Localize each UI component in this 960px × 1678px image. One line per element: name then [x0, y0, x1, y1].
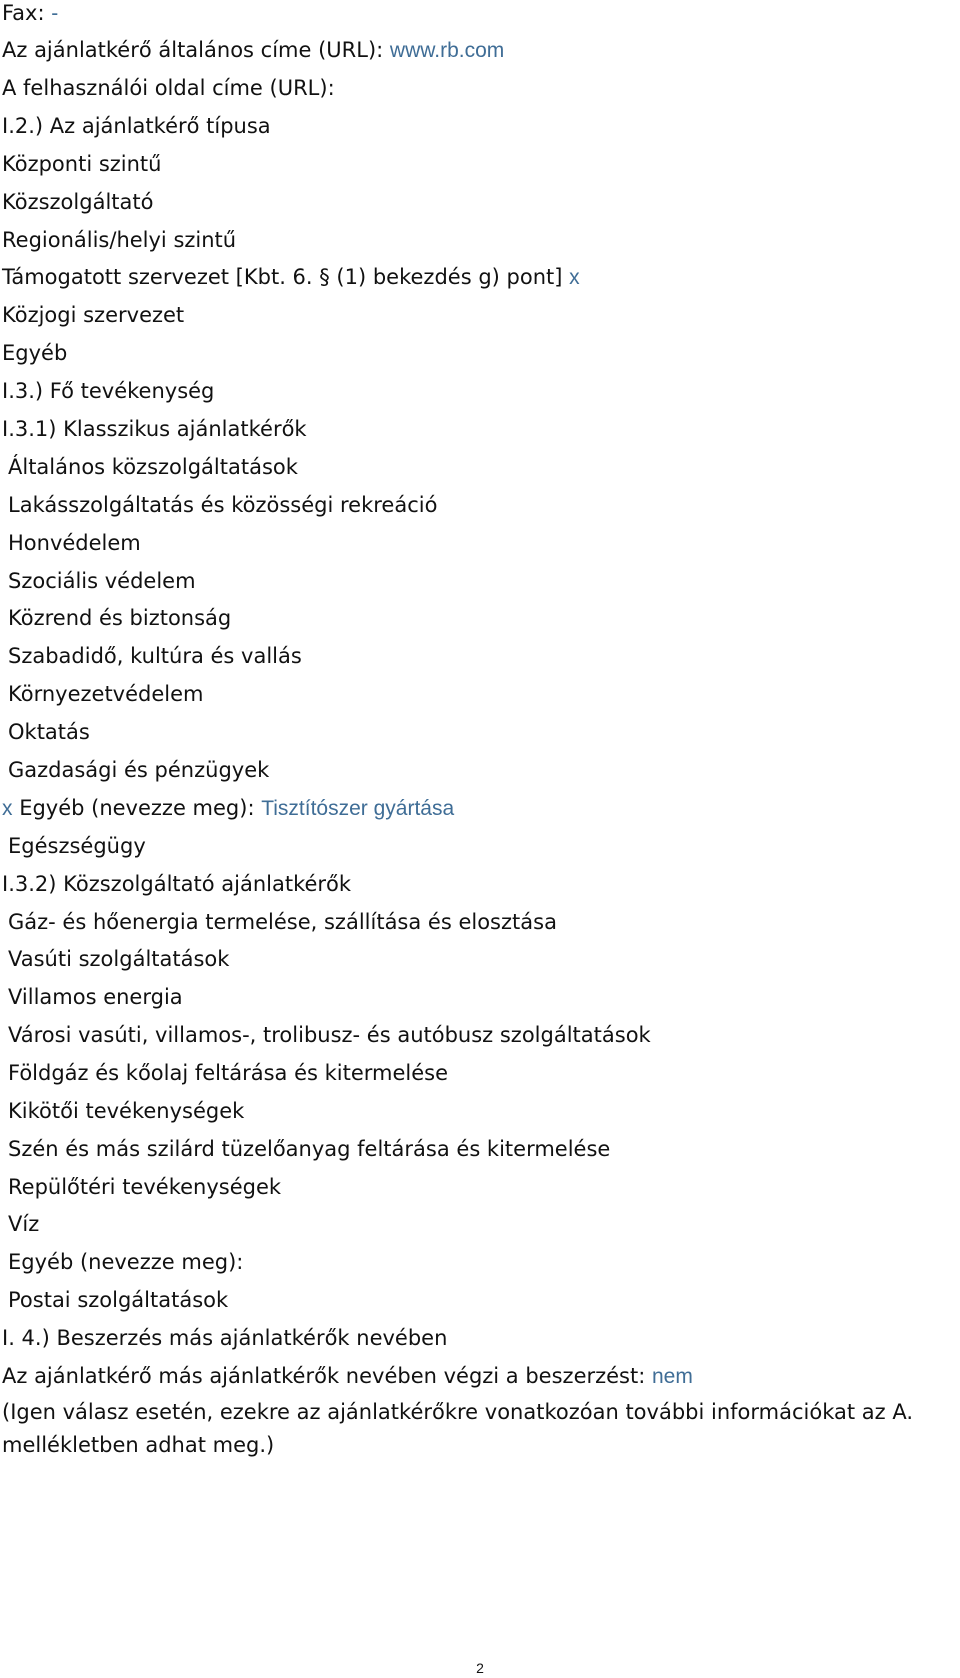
utility-item: Egyéb (nevezze meg): — [8, 1250, 244, 1274]
classic-item: Szociális védelem — [8, 569, 196, 593]
page-number: 2 — [476, 1660, 484, 1676]
utility-item: Városi vasúti, villamos-, trolibusz- és autóbusz szolgáltatások — [8, 1023, 651, 1047]
selected-mark: x — [569, 266, 580, 289]
utility-item: Postai szolgáltatások — [8, 1288, 229, 1312]
type-heading: I.2.) Az ajánlatkérő típusa — [2, 114, 271, 138]
type-option: Közszolgáltató — [2, 190, 154, 214]
user-url-label: A felhasználói oldal címe (URL): — [2, 76, 335, 100]
classic-item: Oktatás — [8, 720, 90, 744]
procurement-question-line — [2, 1363, 693, 1390]
classic-item: Lakásszolgáltatás és közösségi rekreáció — [8, 493, 438, 517]
utility-item: Vasúti szolgáltatások — [8, 947, 230, 971]
fax-line — [2, 0, 58, 27]
fax-label: Fax: — [2, 1, 45, 25]
type-option: Regionális/helyi szintű — [2, 228, 237, 252]
url-value[interactable]: www.rb.com — [389, 39, 505, 62]
classic-item: Gazdasági és pénzügyek — [8, 758, 270, 782]
fax-value: - — [51, 2, 59, 25]
utility-item: Víz — [8, 1212, 40, 1236]
utility-item: Gáz- és hőenergia termelése, szállítása és elosztása — [8, 910, 557, 934]
procurement-answer: nem — [652, 1365, 693, 1388]
type-selected-label: Támogatott szervezet [Kbt. 6. § (1) bekezdés g) pont] — [2, 265, 563, 289]
other-value: Tisztítószer gyártása — [261, 797, 455, 820]
type-option: Közjogi szervezet — [2, 303, 185, 327]
classic-item-health: Egészségügy — [8, 834, 146, 858]
type-option-selected — [2, 264, 580, 291]
utility-item: Villamos energia — [8, 985, 183, 1009]
utility-item: Szén és más szilárd tüzelőanyag feltárása és kitermelése — [8, 1137, 611, 1161]
classic-item: Általános közszolgáltatások — [8, 455, 298, 479]
url-line — [2, 37, 504, 64]
other-label: Egyéb (nevezze meg): — [19, 796, 255, 820]
procurement-question: Az ajánlatkérő más ajánlatkérők nevében végzi a beszerzést: — [2, 1364, 646, 1388]
utility-heading: I.3.2) Közszolgáltató ajánlatkérők — [2, 872, 352, 896]
url-label: Az ajánlatkérő általános címe (URL): — [2, 38, 384, 62]
procurement-heading: I. 4.) Beszerzés más ajánlatkérők nevében — [2, 1326, 448, 1350]
type-option: Központi szintű — [2, 152, 162, 176]
utility-item: Földgáz és kőolaj feltárása és kitermelése — [8, 1061, 449, 1085]
classic-item: Környezetvédelem — [8, 682, 204, 706]
utility-item: Repülőtéri tevékenységek — [8, 1175, 282, 1199]
type-option: Egyéb — [2, 341, 68, 365]
classic-other-selected — [2, 795, 454, 822]
classic-item: Szabadidő, kultúra és vallás — [8, 644, 302, 668]
selected-mark: x — [2, 797, 13, 820]
classic-heading: I.3.1) Klasszikus ajánlatkérők — [2, 417, 307, 441]
classic-item: Honvédelem — [8, 531, 141, 555]
utility-item: Kikötői tevékenységek — [8, 1099, 245, 1123]
activity-heading: I.3.) Fő tevékenység — [2, 379, 215, 403]
classic-item: Közrend és biztonság — [8, 606, 232, 630]
procurement-note: (Igen válasz esetén, ezekre az ajánlatkérőkre vonatkozóan további információkat az A. mellékletben adhat meg.) — [2, 1400, 914, 1457]
user-url-line — [2, 75, 335, 101]
